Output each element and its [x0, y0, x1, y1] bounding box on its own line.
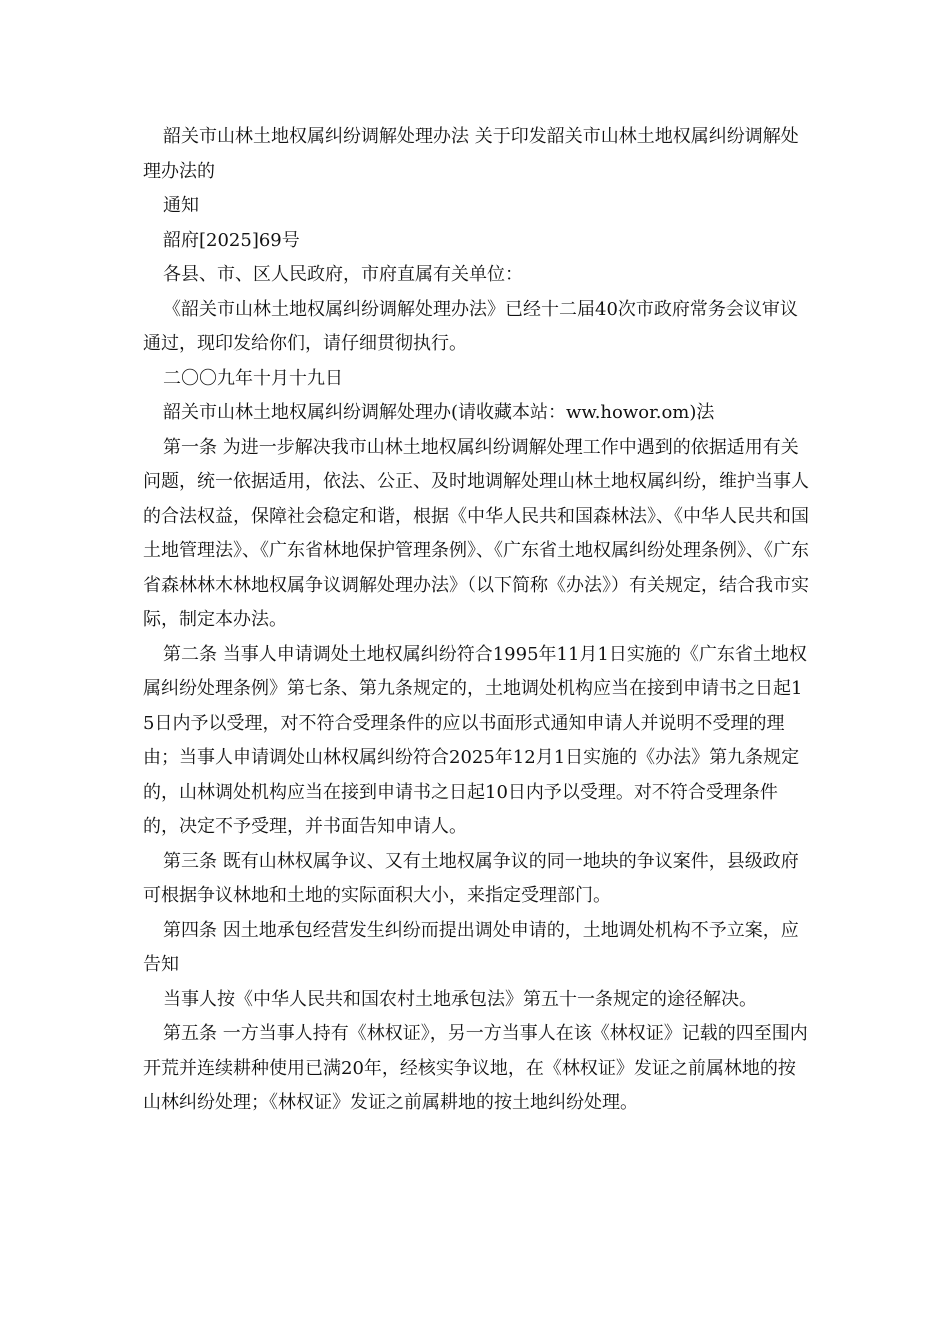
document-body	[143, 120, 813, 1121]
article-4-continued: 当事人按《中华人民共和国农村土地承包法》第五十一条规定的途径解决。	[163, 988, 757, 1010]
article-4: 第四条 因土地承包经营发生纠纷而提出调处申请的，土地调处机构不予立案，应告知	[143, 919, 799, 975]
notice-body: 《韶关市山林土地权属纠纷调解处理办法》已经十二届40次市政府常务会议审议通过，现印发给你们，请仔细贯彻执行。	[143, 298, 798, 354]
document-number: 韶府[2025]69号	[163, 229, 300, 251]
regulation-title: 韶关市山林土地权属纠纷调解处理办(请收藏本站：ww.howor.om)法	[163, 402, 715, 423]
article-3: 第三条 既有山林权属争议、又有土地权属争议的同一地块的争议案件，县级政府可根据争议林地和土地的实际面积大小，来指定受理部门。	[143, 850, 799, 906]
article-1: 第一条 为进一步解决我市山林土地权属纠纷调解处理工作中遇到的依据适用有关问题，统一依据适用，依法、公正、及时地调解处理山林土地权属纠纷，维护当事人的合法权益，保障社会稳定和谐，根据《中华人民共和国森林法》、《中华人民共和国土地管理法》、《广东省林地保护管理条例》、《广东省土地权属纠纷处理条例》、《广东省森林林木林地权属争议调解处理办法》（以下简称《办法》）有关规定，结合我市实际，制定本办法。	[143, 436, 809, 630]
article-2: 第二条 当事人申请调处土地权属纠纷符合1995年11月1日实施的《广东省土地权属纠纷处理条例》第七条、第九条规定的，土地调处机构应当在接到申请书之日起15日内予以受理，对不符合受理条件的应以书面形式通知申请人并说明不受理的理由；当事人申请调处山林权属纠纷符合2025年12月1日实施的《办法》第九条规定的，山林调处机构应当在接到申请书之日起10日内予以受理。对不符合受理条件的，决定不予受理，并书面告知申请人。	[143, 643, 807, 837]
notice-heading: 通知	[163, 195, 199, 216]
notice-date: 二〇〇九年十月十九日	[163, 367, 343, 389]
recipients-line: 各县、市、区人民政府，市府直属有关单位：	[163, 264, 523, 285]
document-title: 韶关市山林土地权属纠纷调解处理办法 关于印发韶关市山林土地权属纠纷调解处理办法的	[143, 126, 799, 182]
article-5: 第五条 一方当事人持有《林权证》，另一方当事人在该《林权证》记载的四至围内开荒并连续耕种使用已满20年，经核实争议地，在《林权证》发证之前属林地的按山林纠纷处理；《林权证》发证之前属耕地的按土地纠纷处理。	[143, 1023, 808, 1113]
